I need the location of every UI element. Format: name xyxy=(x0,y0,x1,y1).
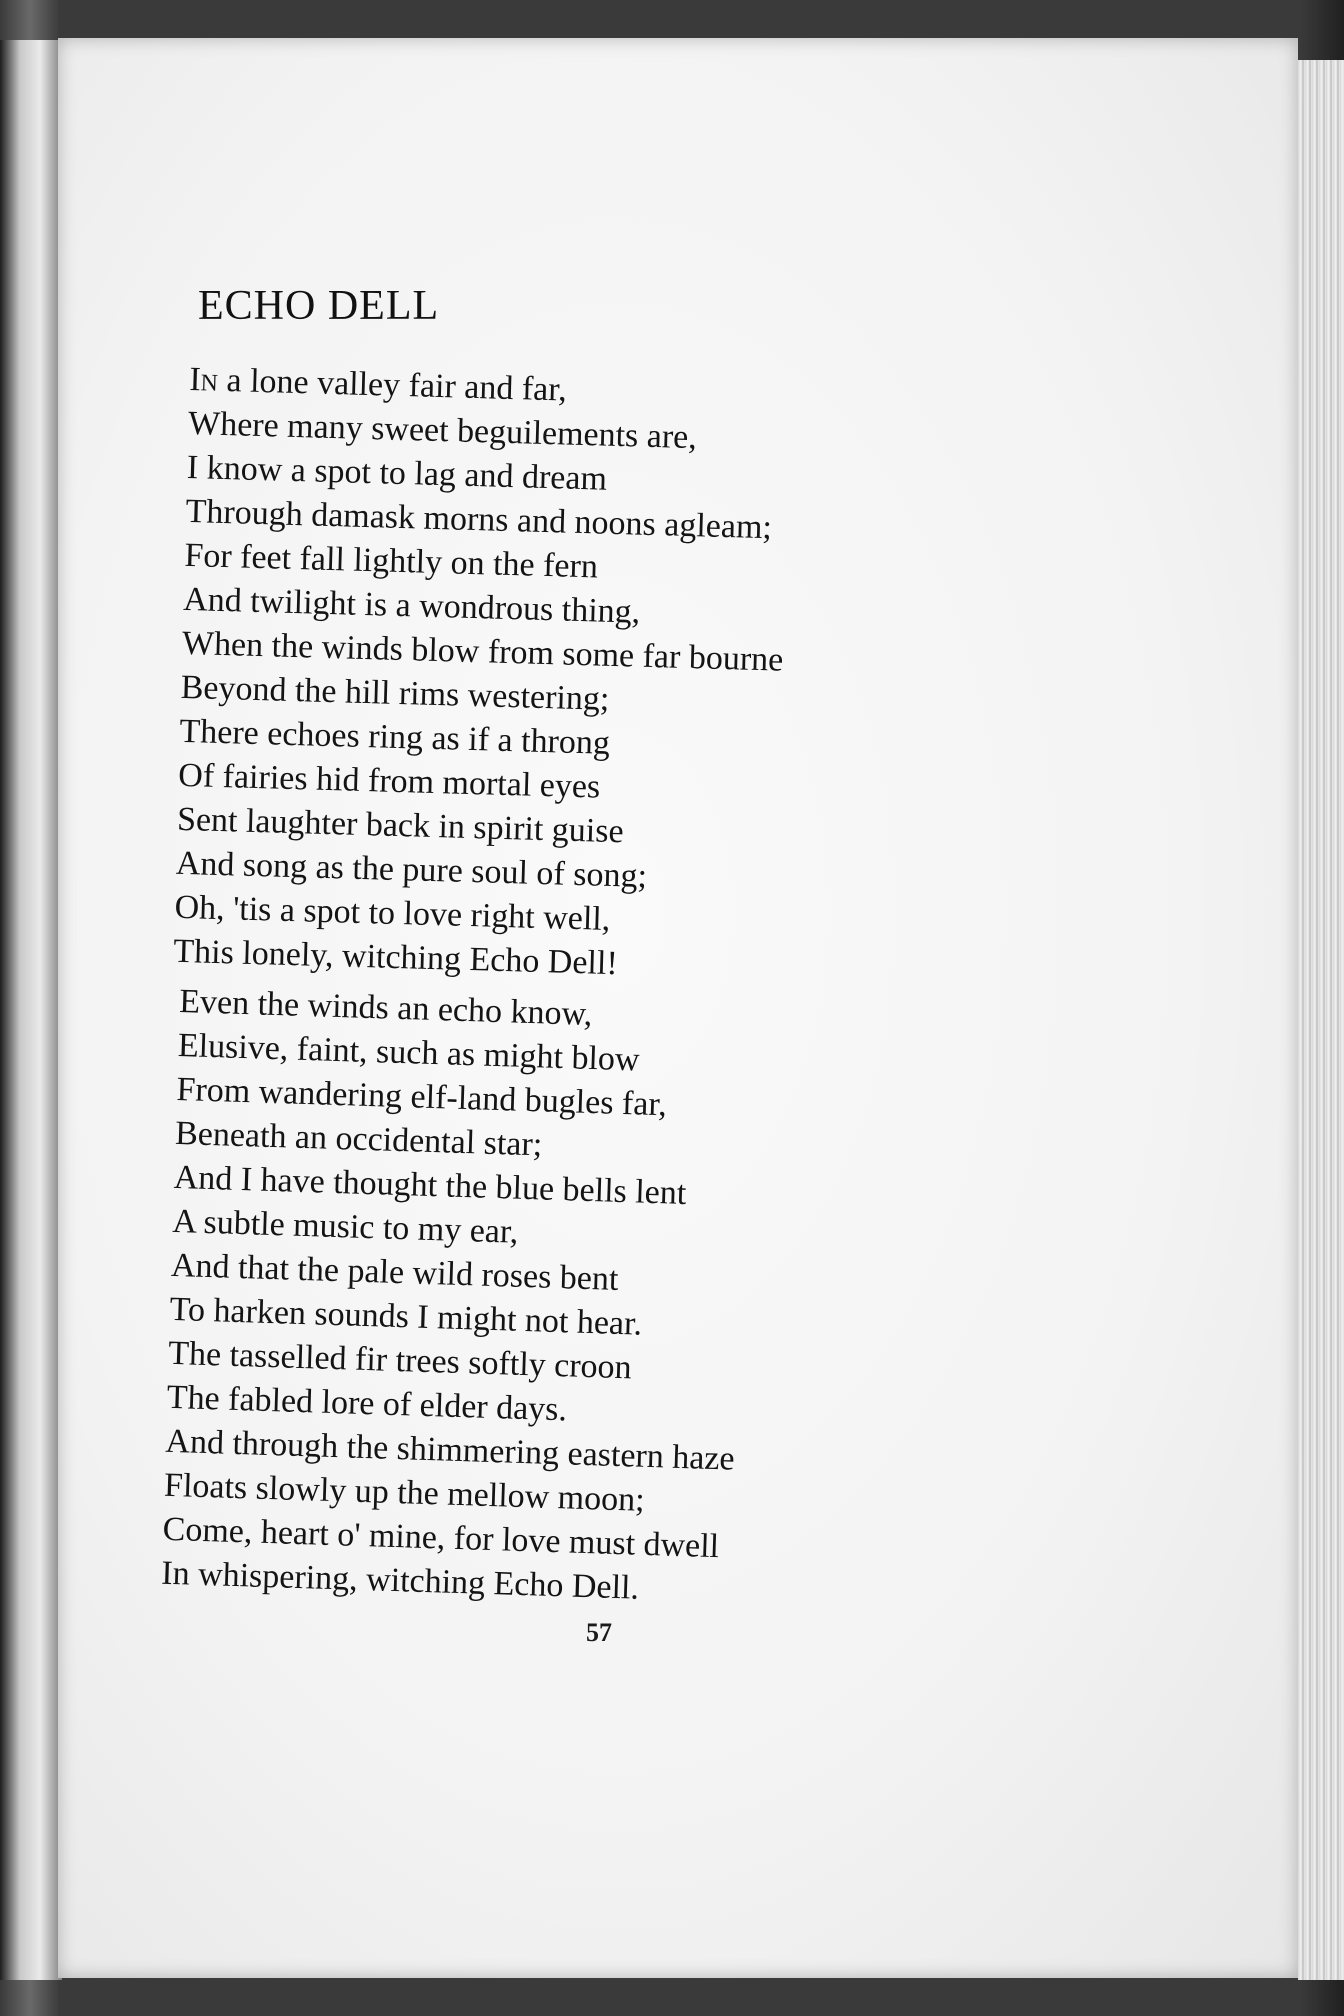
poem-line: To harken sounds I might not hear. xyxy=(169,1290,643,1343)
poem-line: When the winds blow from some far bourne xyxy=(181,624,784,679)
poem-line: Oh, 'tis a spot to love right well, xyxy=(174,888,611,938)
poem-line: Beneath an occidental star; xyxy=(174,1114,543,1164)
poem-line: There echoes ring as if a throng xyxy=(179,712,611,762)
poem-line: Elusive, faint, such as might blow xyxy=(177,1026,641,1079)
poem-line: Beyond the hill rims westering; xyxy=(180,668,610,718)
poem-line: And I have thought the blue bells lent xyxy=(173,1158,687,1212)
poem-title: ECHO DELL xyxy=(198,283,440,329)
poem-line: This lonely, witching Echo Dell! xyxy=(172,932,619,983)
poem-line: A subtle music to my ear, xyxy=(171,1202,519,1251)
poem-line: Sent laughter back in spirit guise xyxy=(176,800,625,851)
poem-line: Even the winds an echo know, xyxy=(178,982,593,1033)
line-text: a lone valley fair and far, xyxy=(217,361,568,409)
drop-word: In xyxy=(188,360,219,399)
poem-line: I know a spot to lag and dream xyxy=(186,448,608,498)
poem-line: Where many sweet beguilements are, xyxy=(187,404,698,457)
poem-line: Through damask morns and noons agleam; xyxy=(185,492,773,547)
page-number: 57 xyxy=(586,1618,612,1647)
right-page-edges xyxy=(1298,60,1344,1980)
stanza-1 xyxy=(173,358,791,991)
poem-line: The fabled lore of elder days. xyxy=(166,1378,568,1429)
poem-line: For feet fall lightly on the fern xyxy=(183,536,599,586)
poem-line: Of fairies hid from mortal eyes xyxy=(177,756,601,806)
poem-line: And that the pale wild roses bent xyxy=(170,1246,619,1298)
stanza-2 xyxy=(161,980,749,1614)
left-page-edge xyxy=(0,40,62,1980)
poem-line: And twilight is a wondrous thing, xyxy=(182,580,641,631)
poem-line: Floats slowly up the mellow moon; xyxy=(163,1466,646,1519)
poem-line: In whispering, witching Echo Dell. xyxy=(160,1554,640,1607)
poem-line: Come, heart o' mine, for love must dwell xyxy=(162,1510,720,1566)
poem-line: From wandering elf-land bugles far, xyxy=(175,1070,668,1124)
poem-line: The tasselled fir trees softly croon xyxy=(167,1334,633,1387)
poem-line: And song as the pure soul of song; xyxy=(175,844,648,895)
poem-line: And through the shimmering eastern haze xyxy=(164,1422,736,1478)
